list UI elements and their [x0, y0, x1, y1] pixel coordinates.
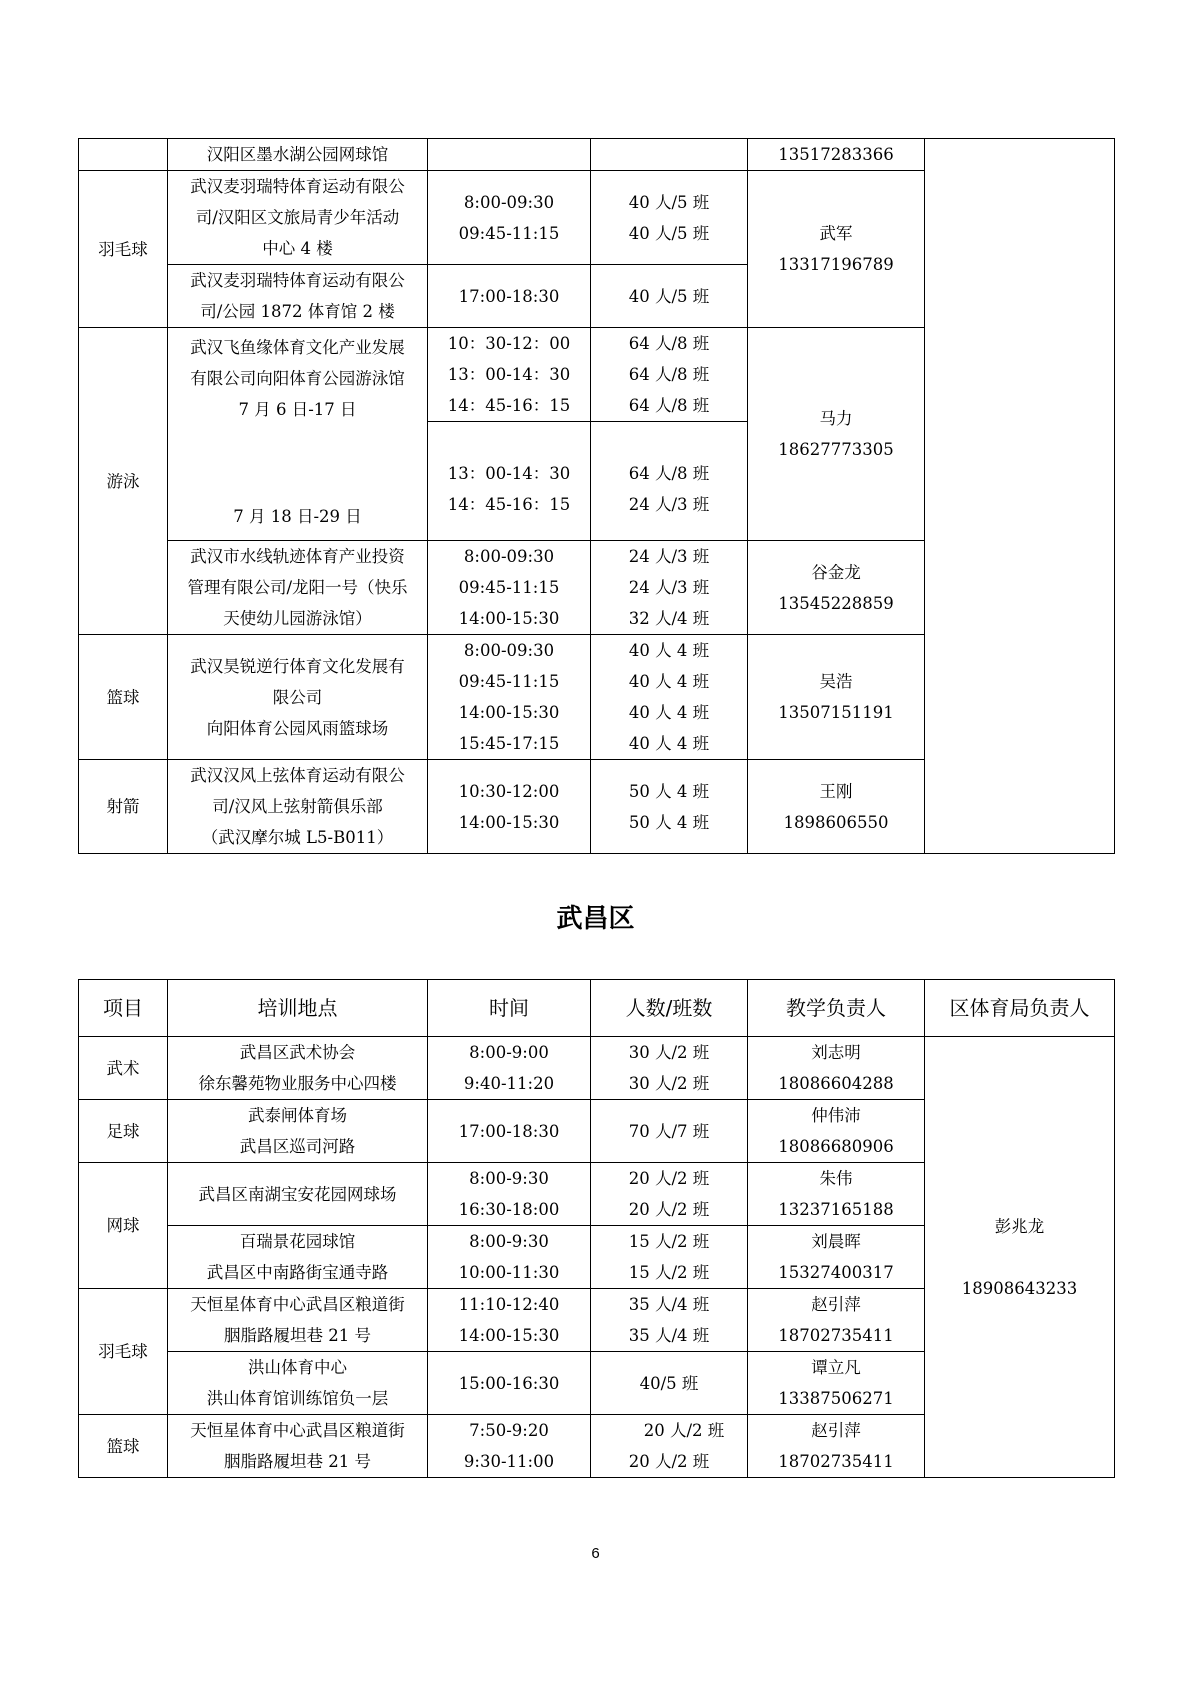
time-cell: 17:00-18:30 [428, 1100, 591, 1163]
header-district-contact: 区体育局负责人 [925, 980, 1115, 1037]
capacity-cell [591, 139, 748, 171]
capacity-cell: 20 人/2 班 20 人/2 班 [591, 1415, 748, 1478]
contact-cell: 朱伟 13237165188 [748, 1163, 925, 1226]
sport-cell: 羽毛球 [79, 1289, 168, 1415]
time-cell: 10：30-12：00 13：00-14：30 14：45-16：15 [428, 328, 591, 422]
wuchang-table [78, 979, 1115, 1478]
sport-cell: 篮球 [79, 635, 168, 760]
contact-cell: 王刚 1898606550 [748, 760, 925, 854]
location-cell: 武汉昊锐逆行体育文化发展有 限公司 向阳体育公园风雨篮球场 [168, 635, 428, 760]
section-title: 武昌区 [556, 904, 635, 934]
time-cell: 15:00-16:30 [428, 1352, 591, 1415]
time-cell: 10:30-12:00 14:00-15:30 [428, 760, 591, 854]
time-cell: 8:00-09:30 09:45-11:15 [428, 171, 591, 265]
sport-cell: 足球 [79, 1100, 168, 1163]
contact-cell: 刘志明 18086604288 [748, 1037, 925, 1100]
header-time: 时间 [428, 980, 591, 1037]
page-number: 6 [591, 1545, 600, 1562]
location-cell: 武汉飞鱼缘体育文化产业发展 有限公司向阳体育公园游泳馆 7 月 6 日-17 日 7 月 18 日-29 日 [168, 328, 428, 541]
location-cell: 武泰闸体育场 武昌区巡司河路 [168, 1100, 428, 1163]
time-cell: 8:00-9:00 9:40-11:20 [428, 1037, 591, 1100]
table-header-row [79, 980, 1115, 1037]
contact-cell: 13517283366 [748, 139, 925, 171]
district-contact-cell [925, 1037, 1115, 1478]
location-cell: 武汉麦羽瑞特体育运动有限公 司/公园 1872 体育馆 2 楼 [168, 265, 428, 328]
time-cell: 17:00-18:30 [428, 265, 591, 328]
continuation-table [78, 138, 1115, 854]
capacity-cell: 64 人/8 班 24 人/3 班 [591, 422, 748, 541]
capacity-cell: 40 人 4 班 40 人 4 班 40 人 4 班 40 人 4 班 [591, 635, 748, 760]
capacity-cell: 64 人/8 班 64 人/8 班 64 人/8 班 [591, 328, 748, 422]
contact-cell: 赵引萍 18702735411 [748, 1415, 925, 1478]
district-contact-phone: 18908643233 [961, 1278, 1078, 1298]
contact-cell: 谭立凡 13387506271 [748, 1352, 925, 1415]
time-cell: 8:00-09:30 09:45-11:15 14:00-15:30 15:45-17:15 [428, 635, 591, 760]
capacity-cell: 24 人/3 班 24 人/3 班 32 人/4 班 [591, 541, 748, 635]
contact-cell: 谷金龙 13545228859 [748, 541, 925, 635]
location-cell: 天恒星体育中心武昌区粮道街 胭脂路履坦巷 21 号 [168, 1415, 428, 1478]
time-cell: 8:00-09:30 09:45-11:15 14:00-15:30 [428, 541, 591, 635]
sport-cell: 网球 [79, 1163, 168, 1289]
capacity-cell: 40 人/5 班 40 人/5 班 [591, 171, 748, 265]
capacity-cell: 40 人/5 班 [591, 265, 748, 328]
time-cell: 8:00-9:30 10:00-11:30 [428, 1226, 591, 1289]
sport-cell: 射箭 [79, 760, 168, 854]
location-cell: 天恒星体育中心武昌区粮道街 胭脂路履坦巷 21 号 [168, 1289, 428, 1352]
header-teaching-contact: 教学负责人 [748, 980, 925, 1037]
district-contact-name: 彭兆龙 [994, 1216, 1045, 1236]
sport-cell: 篮球 [79, 1415, 168, 1478]
sport-cell: 武术 [79, 1037, 168, 1100]
time-cell: 7:50-9:20 9:30-11:00 [428, 1415, 591, 1478]
contact-cell: 吴浩 13507151191 [748, 635, 925, 760]
capacity-cell: 50 人 4 班 50 人 4 班 [591, 760, 748, 854]
header-sport: 项目 [79, 980, 168, 1037]
capacity-cell: 35 人/4 班 35 人/4 班 [591, 1289, 748, 1352]
location-cell: 武汉市水线轨迹体育产业投资 管理有限公司/龙阳一号（快乐 天使幼儿园游泳馆） [168, 541, 428, 635]
location-cell: 武汉麦羽瑞特体育运动有限公 司/汉阳区文旅局青少年活动 中心 4 楼 [168, 171, 428, 265]
capacity-cell: 15 人/2 班 15 人/2 班 [591, 1226, 748, 1289]
contact-cell: 刘晨晖 15327400317 [748, 1226, 925, 1289]
location-cell: 武昌区武术协会 徐东馨苑物业服务中心四楼 [168, 1037, 428, 1100]
time-cell: 8:00-9:30 16:30-18:00 [428, 1163, 591, 1226]
location-cell: 武汉汉风上弦体育运动有限公 司/汉风上弦射箭俱乐部 （武汉摩尔城 L5-B011） [168, 760, 428, 854]
contact-cell: 仲伟沛 18086680906 [748, 1100, 925, 1163]
time-cell: 13：00-14：30 14：45-16：15 [428, 422, 591, 541]
sport-cell: 游泳 [79, 328, 168, 635]
location-cell: 洪山体育中心 洪山体育馆训练馆负一层 [168, 1352, 428, 1415]
contact-cell: 赵引萍 18702735411 [748, 1289, 925, 1352]
header-capacity: 人数/班数 [591, 980, 748, 1037]
time-cell [428, 139, 591, 171]
table-row [79, 139, 1115, 171]
capacity-cell: 70 人/7 班 [591, 1100, 748, 1163]
sport-cell [79, 139, 168, 171]
table-row [79, 1037, 1115, 1100]
capacity-cell: 20 人/2 班 20 人/2 班 [591, 1163, 748, 1226]
district-contact-cell [925, 139, 1115, 854]
location-cell: 汉阳区墨水湖公园网球馆 [168, 139, 428, 171]
sport-cell: 羽毛球 [79, 171, 168, 328]
capacity-cell: 30 人/2 班 30 人/2 班 [591, 1037, 748, 1100]
location-cell: 武昌区南湖宝安花园网球场 [168, 1163, 428, 1226]
location-cell: 百瑞景花园球馆 武昌区中南路街宝通寺路 [168, 1226, 428, 1289]
time-cell: 11:10-12:40 14:00-15:30 [428, 1289, 591, 1352]
capacity-cell: 40/5 班 [591, 1352, 748, 1415]
contact-cell: 马力 18627773305 [748, 328, 925, 541]
contact-cell: 武军 13317196789 [748, 171, 925, 328]
header-location: 培训地点 [168, 980, 428, 1037]
